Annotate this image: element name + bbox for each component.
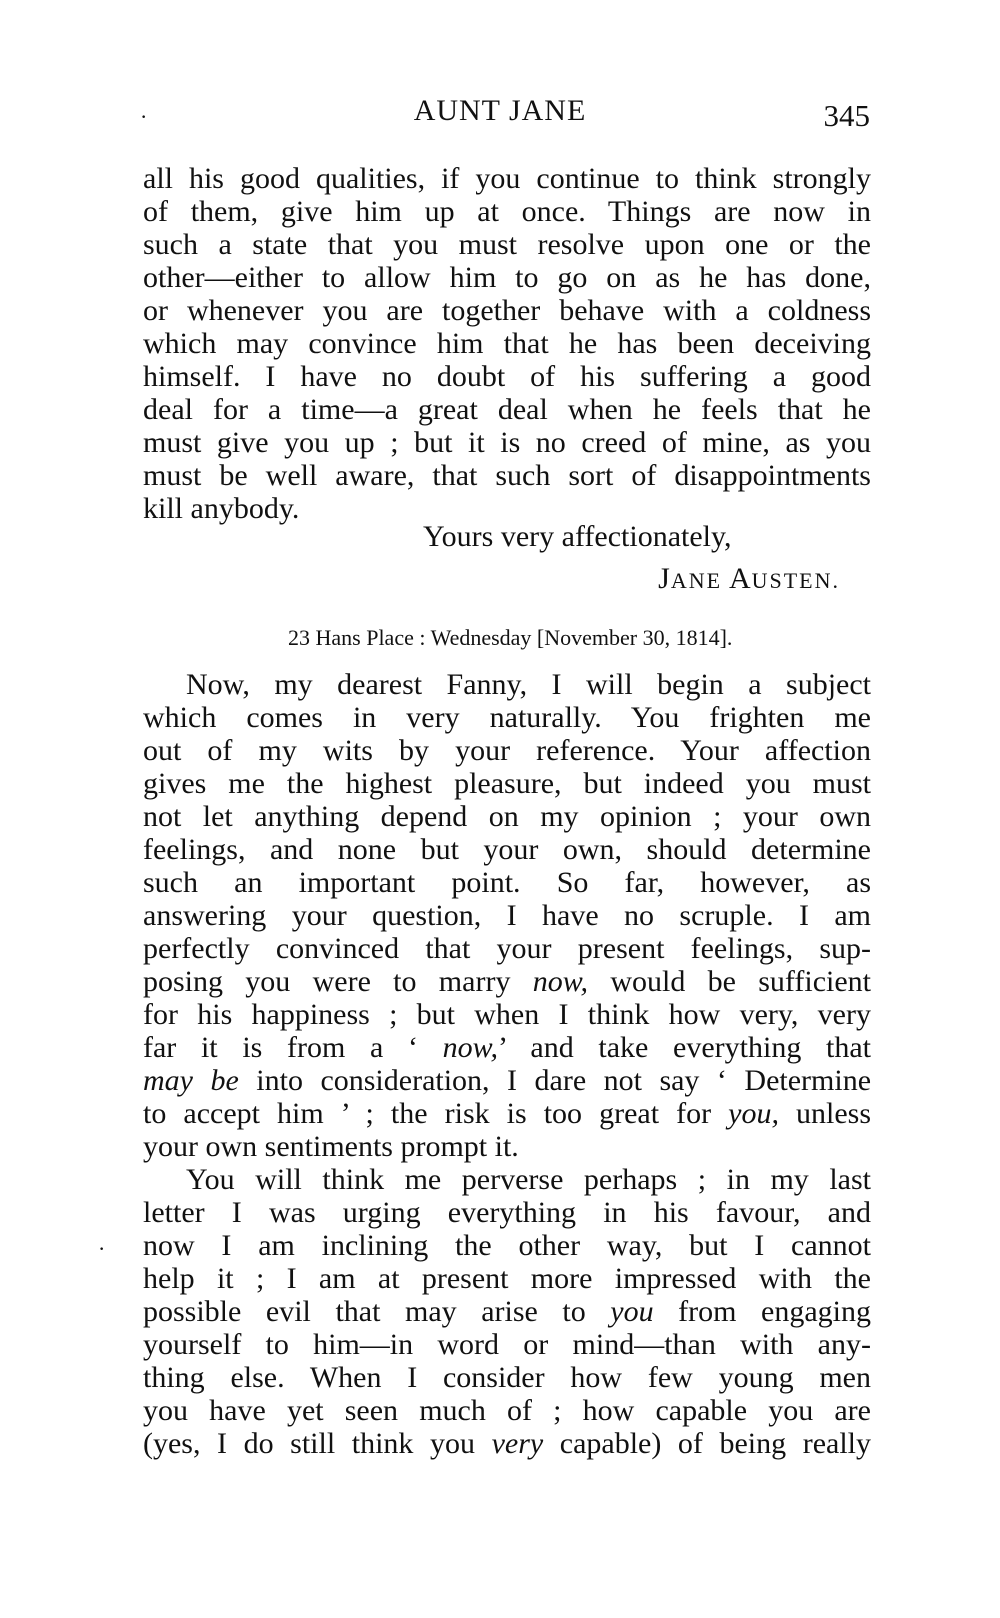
text-line: answering your question, I have no scruple. I am <box>143 899 871 932</box>
text-line <box>143 1295 871 1329</box>
page-number: 345 <box>823 98 870 133</box>
text-line: You will think me perverse perhaps ; in my last <box>186 1163 871 1196</box>
text-line: help it ; I am at present more impressed with the <box>143 1262 871 1295</box>
signature-smallcaps: USTEN. <box>751 568 840 593</box>
text-line: must give you up ; but it is no creed of mine, as you <box>143 426 871 459</box>
signature <box>658 562 840 596</box>
text-span: far it is from a ‘ <box>143 1031 443 1064</box>
text-line: which may convince him that he has been deceiving <box>143 327 871 360</box>
text-line: other—either to allow him to go on as he has done, <box>143 261 871 294</box>
text-line: of them, give him up at once. Things are now in <box>143 195 871 228</box>
italic-span: you, <box>728 1097 779 1130</box>
text-line: Now, my dearest Fanny, I will begin a subject <box>186 668 871 701</box>
text-span: ’ and take everything that <box>497 1031 871 1064</box>
text-span: posing you were to marry <box>143 965 533 998</box>
text-line: for his happiness ; but when I think how very, very <box>143 998 871 1031</box>
text-span: possible evil that may arise to <box>143 1295 611 1328</box>
text-line: yourself to him—in word or mind—than with any- <box>143 1328 871 1361</box>
text-span: from engaging <box>653 1295 872 1328</box>
text-line: which comes in very naturally. You frighten me <box>143 701 871 734</box>
letter-closing: Yours very affectionately, <box>423 520 732 553</box>
text-line <box>143 1064 871 1098</box>
running-header-title: AUNT JANE <box>413 94 587 127</box>
text-line: thing else. When I consider how few young men <box>143 1361 871 1394</box>
text-line: feelings, and none but your own, should determine <box>143 833 871 866</box>
text-line: letter I was urging everything in his favour, and <box>143 1196 871 1229</box>
signature-initial: A <box>728 562 752 595</box>
margin-speck: · <box>98 1236 106 1261</box>
text-line: deal for a time—a great deal when he feels that he <box>143 393 871 426</box>
text-line: himself. I have no doubt of his suffering a good <box>143 360 871 393</box>
text-line <box>143 1031 871 1065</box>
text-line: not let anything depend on my opinion ; your own <box>143 800 871 833</box>
text-span: into consideration, I dare not say ‘ Determine <box>238 1064 872 1097</box>
italic-span: now, <box>442 1031 498 1064</box>
text-span: capable) of being really <box>543 1427 871 1460</box>
text-line: such an important point. So far, however, as <box>143 866 871 899</box>
italic-span: you <box>610 1295 654 1328</box>
text-span: unless <box>778 1097 871 1130</box>
signature-initial: J <box>658 562 671 595</box>
italic-span: now, <box>532 965 589 998</box>
text-line: such a state that you must resolve upon one or the <box>143 228 871 261</box>
text-span: (yes, I do still think you <box>143 1427 492 1460</box>
margin-speck: · <box>140 104 148 129</box>
text-line <box>143 965 871 999</box>
text-line: kill anybody. <box>143 492 300 525</box>
text-line: you have yet seen much of ; how capable you are <box>143 1394 871 1427</box>
letter-dateline: 23 Hans Place : Wednesday [November 30, 1814]. <box>288 625 733 650</box>
text-line: gives me the highest pleasure, but indeed you must <box>143 767 871 800</box>
text-line: now I am inclining the other way, but I cannot <box>143 1229 871 1262</box>
text-line <box>143 1427 871 1461</box>
text-line: all his good qualities, if you continue to think strongly <box>143 162 871 195</box>
text-span: would be sufficient <box>588 965 871 998</box>
text-line: or whenever you are together behave with a coldness <box>143 294 871 327</box>
text-line: perfectly convinced that your present feelings, sup- <box>143 932 871 965</box>
italic-span: very <box>491 1427 544 1460</box>
text-line <box>143 1097 871 1131</box>
text-line: out of my wits by your reference. Your affection <box>143 734 871 767</box>
italic-span: may be <box>143 1064 239 1097</box>
text-line: your own sentiments prompt it. <box>143 1130 519 1163</box>
signature-smallcaps: ANE <box>670 568 723 593</box>
text-line: must be well aware, that such sort of disappointments <box>143 459 871 492</box>
text-span: to accept him ’ ; the risk is too great for <box>143 1097 729 1130</box>
